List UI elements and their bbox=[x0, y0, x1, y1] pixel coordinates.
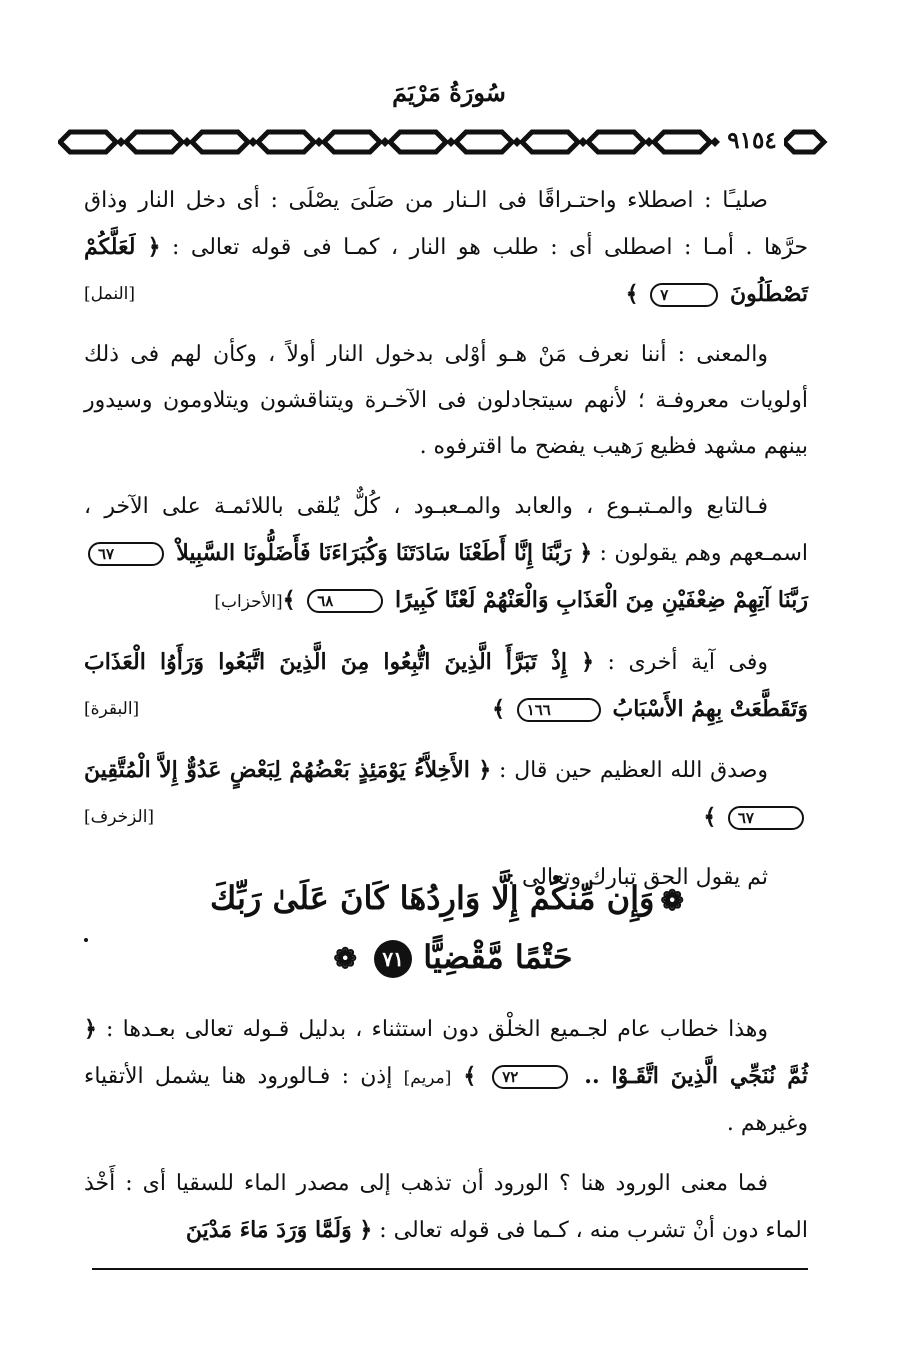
verse-number-badge: ٦٧ bbox=[728, 806, 804, 830]
verse-number-badge: ٦٧ bbox=[88, 542, 164, 566]
quran-verse: ﴿ لَعَلَّكُمْ تَصْطَلُونَ ٧ ﴾ bbox=[84, 234, 808, 307]
main-quran-verse bbox=[150, 870, 750, 987]
quran-verse: ﴿ ثُمَّ نُنَجِّي الَّذِينَ اتَّقَـوْا .. ٧٢ ﴾ bbox=[84, 1016, 808, 1089]
main-verse-line-2: حَتْمًا مَّقْضِيًّا ٧١ ❁ bbox=[150, 929, 750, 988]
paragraph-text: وهذا خطاب عام لجـميع الخلْق دون استثناء ، بدليل قـوله تعالى بعـدها : bbox=[96, 1017, 768, 1042]
verse-source: [النمل] bbox=[84, 284, 135, 304]
paragraph-4 bbox=[84, 639, 808, 733]
paragraph-text: وفى آية أخرى : bbox=[594, 650, 768, 675]
print-speck bbox=[84, 938, 88, 942]
verse-ornament-icon: ❁ bbox=[333, 942, 357, 975]
verse-source: [الزخرف] bbox=[84, 807, 155, 827]
paragraph-text: والمعنى : أننا نعرف مَنْ هـو أوْلى بدخول النار أولاً ، وكأن لهم فى ذلك أولويات معروفـة ؛ لأنهم سيتجادلون فى الآخـرة ويتناقشون ويتلاومون وسيدور بينهم مشهد فظيع رَهيب يفضح ما اقترفوه . bbox=[84, 342, 808, 459]
surah-title: سُورَةُ مَرْيَمَ bbox=[392, 78, 506, 107]
paragraph-text: ثم يقول الحق تبارك وتعالى : bbox=[507, 865, 768, 890]
quran-verse: ﴿ إِذْ تَبَرَّأَ الَّذِينَ اتُّبِعُوا مِنَ الَّذِينَ اتَّبَعُوا وَرَأَوُا الْعَذَابَ وَتَقَطَّعَتْ بِهِمُ الأَسْبَابُ ١٦٦ ﴾ bbox=[84, 649, 808, 722]
paragraph-8 bbox=[84, 1161, 808, 1254]
quran-verse: ﴿ رَبَّنَا إِنَّا أَطَعْنَا سَادَتَنَا وَكُبَرَاءَنَا فَأَضَلُّونَا السَّبِيلاْ ٦٧ رَبَّنَا آتِهِمْ ضِعْفَيْنِ مِنَ الْعَذَابِ وَالْعَنْهُمْ لَعْنًا كَبِيرًا ٦٨ ﴾ bbox=[84, 540, 808, 613]
body-text-continued bbox=[84, 1006, 808, 1268]
verse-number-badge: ٧ bbox=[650, 283, 718, 307]
header-ornament-band bbox=[58, 126, 828, 158]
verse-number-badge: ٧٢ bbox=[492, 1065, 568, 1089]
paragraph-text: صليـًا : اصطلاء واحتـراقًا فى الـنار من صَلَىَ يصْلَى : أى دخل النار وذاق حرَّها . أمـا : اصطلى أى : طلب هو النار ، كمـا فى قوله تعالى : bbox=[84, 188, 808, 260]
verse-source: [البقرة] bbox=[84, 699, 140, 719]
paragraph-5 bbox=[84, 747, 808, 841]
paragraph-text: إذن : فـالورود هنا يشمل الأتقياء وغيرهم . bbox=[84, 1064, 808, 1136]
verse-ornament-icon: ❁ bbox=[660, 883, 684, 917]
body-text bbox=[84, 178, 808, 915]
verse-number-badge: ٦٨ bbox=[307, 589, 383, 613]
paragraph-3 bbox=[84, 484, 808, 625]
paragraph-2 bbox=[84, 332, 808, 470]
main-verse-line-1: ❁وَإِن مِّنكُمْ إِلَّا وَارِدُهَا كَانَ عَلَىٰ رَبِّكَ bbox=[150, 870, 750, 929]
verse-source: [الأحزاب] bbox=[214, 592, 283, 612]
verse-source: [مريم] bbox=[403, 1068, 452, 1088]
paragraph-text: فما معنى الورود هنا ؟ الورود أن تذهب إلى مصدر الماء للسقيا أى : أَخْذ الماء دون أنْ تشرب منه ، كـما فى قوله تعالى : bbox=[84, 1171, 808, 1243]
paragraph-7 bbox=[84, 1006, 808, 1147]
footer-rule bbox=[92, 1268, 808, 1270]
paragraph-1 bbox=[84, 178, 808, 318]
page-number: ٩١٥٤ bbox=[720, 124, 784, 158]
quran-verse: ﴿ وَلَمَّا وَرَدَ مَاءَ مَدْيَنَ bbox=[185, 1217, 373, 1243]
paragraph-text: فـالتابع والمـتبـوع ، والعابد والمـعبـود ، كُلٌّ يُلقى باللائمـة على الآخر ، اسمـعهم وهم يقولون : bbox=[84, 494, 809, 566]
verse-number-badge: ٧١ bbox=[374, 940, 412, 978]
verse-number-badge: ١٦٦ bbox=[517, 698, 601, 722]
paragraph-text: وصدق الله العظيم حين قال : bbox=[491, 758, 769, 783]
quran-verse: ﴿ الأَخِلاَّءُ يَوْمَئِذٍ بَعْضُهُمْ لِبَعْضٍ عَدُوٌّ إِلاَّ الْمُتَّقِينَ ٦٧ ﴾ bbox=[84, 757, 808, 830]
